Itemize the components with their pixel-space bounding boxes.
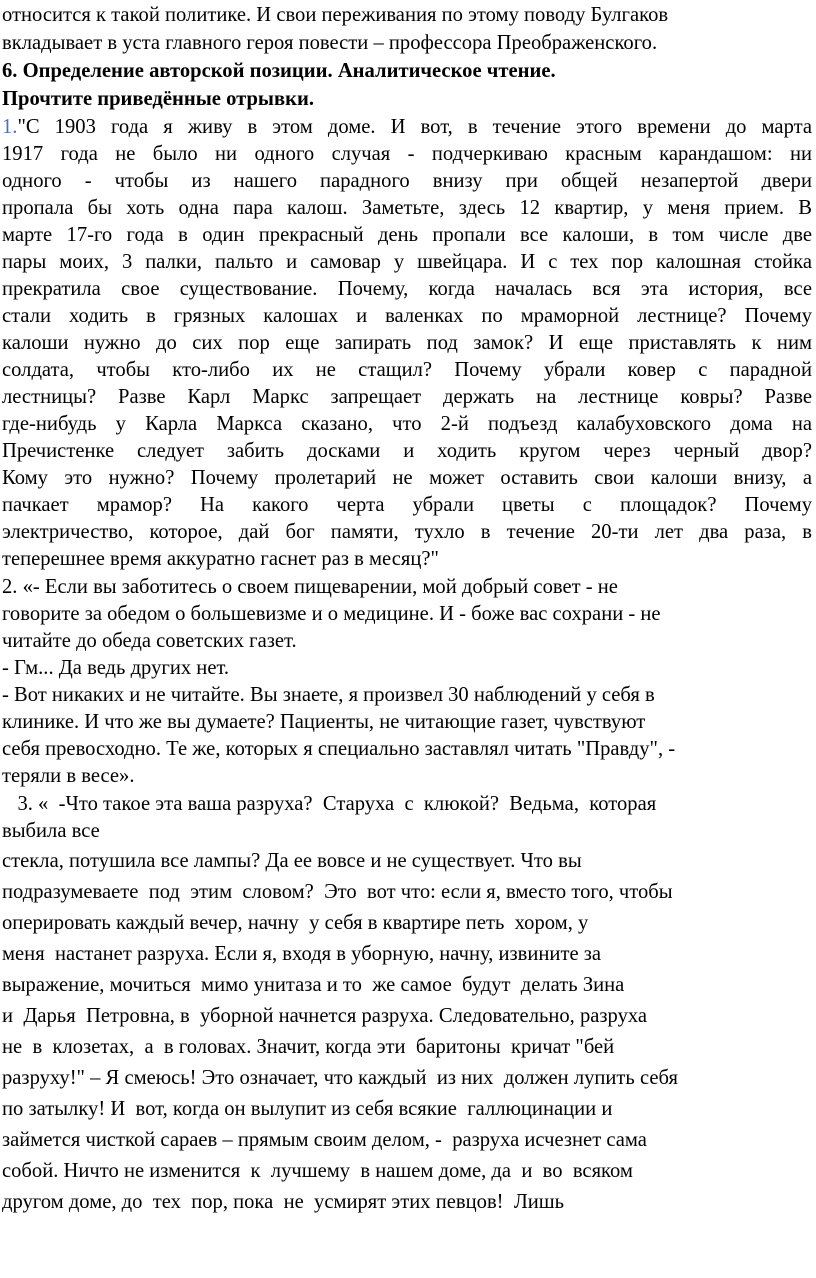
passage-2-line: говорите за обедом о большевизме и о медицине. И - боже вас сохрани - не — [2, 603, 661, 625]
passage-3-line: стекла, потушила все лампы? Да ее вовсе и не существует. Что вы — [2, 850, 582, 872]
passage-1-line: 1."С 1903 года я живу в этом доме. И вот, в течение этого времени до марта — [2, 116, 812, 138]
passage-2-line: 2. «- Если вы заботитесь о своем пищеварении, мой добрый совет - не — [2, 576, 618, 598]
passage-2-line: - Вот никаких и не читайте. Вы знаете, я произвел 30 наблюдений у себя в — [2, 684, 655, 706]
passage-3-line: выражение, мочиться мимо унитаза и то же самое будут делать Зина — [2, 974, 625, 996]
passage-3-line: другом доме, до тех пор, пока не усмирят этих певцов! Лишь — [2, 1191, 565, 1213]
passage-2-line: клинике. И что же вы думаете? Пациенты, не читающие газет, чувствуют — [2, 711, 646, 733]
passage-1-line: пропала бы хоть одна пара калош. Заметьте, здесь 12 квартир, у меня прием. В — [2, 197, 812, 219]
intro-line-2: вкладывает в уста главного героя повести – профессора Преображенского. — [2, 32, 658, 54]
passage-3-line: 3. « -Что такое эта ваша разруха? Старуха с клюкой? Ведьма, которая — [2, 793, 657, 815]
section-heading: 6. Определение авторской позиции. Аналитическое чтение. — [2, 60, 556, 82]
passage-1-line: 1917 года не было ни одного случая - подчеркиваю красным карандашом: ни — [2, 143, 812, 165]
passage-3-line: разруху!" – Я смеюсь! Это означает, что каждый из них должен лупить себя — [2, 1067, 678, 1089]
passage-2-line: теряли в весе». — [2, 765, 135, 787]
passage-3-line: меня настанет разруха. Если я, входя в уборную, начну, извините за — [2, 943, 602, 965]
passage-3-line: выбила все — [2, 820, 100, 842]
passage-2-line: себя превосходно. Те же, которых я специально заставлял читать "Правду", - — [2, 738, 676, 760]
passage-1-line: пачкает мрамор? На какого черта убрали цветы с площадок? Почему — [2, 494, 812, 516]
passage-1-line: солдата, чтобы кто-либо их не стащил? Почему убрали ковер с парадной — [2, 359, 812, 381]
passage-1-line: лестницы? Разве Карл Маркс запрещает держать на лестнице ковры? Разве — [2, 386, 812, 408]
passage-1-line: калоши нужно до сих пор еще запирать под замок? И еще приставлять к ним — [2, 332, 812, 354]
passage-1-line: теперешнее время аккуратно гаснет раз в месяц?" — [2, 548, 439, 570]
instruction-heading: Прочтите приведённые отрывки. — [2, 88, 314, 110]
passage-1-line: одного - чтобы из нашего парадного внизу при общей незапертой двери — [2, 170, 812, 192]
passage-3-line: и Дарья Петровна, в уборной начнется разруха. Следовательно, разруха — [2, 1005, 648, 1027]
passage-1-line: где-нибудь у Карла Маркса сказано, что 2-й подъезд калабуховского дома на — [2, 413, 812, 435]
passage-3-line: собой. Ничто не изменится к лучшему в нашем доме, да и во всяком — [2, 1160, 633, 1182]
passage-3-line: займется чисткой сараев – прямым своим делом, - разруха исчезнет сама — [2, 1129, 647, 1151]
passage-2-line: читайте до обеда советских газет. — [2, 630, 297, 652]
passage-3-line: по затылку! И вот, когда он вылупит из себя всякие галлюцинации и — [2, 1098, 613, 1120]
passage-1-line: электричество, которое, дай бог памяти, тухло в течение 20-ти лет два раза, в — [2, 521, 812, 543]
passage-3-line: подразумеваете под этим словом? Это вот что: если я, вместо того, чтобы — [2, 881, 673, 903]
intro-line-1: относится к такой политике. И свои переживания по этому поводу Булгаков — [2, 4, 669, 26]
passage-1-line: марте 17-го года в один прекрасный день пропали все калоши, в том числе две — [2, 224, 812, 246]
passage-1-line: пары моих, 3 палки, пальто и самовар у швейцара. И с тех пор калошная стойка — [2, 251, 812, 273]
passage-1-number: 1. — [2, 116, 18, 138]
passage-3-line: оперировать каждый вечер, начну у себя в квартире петь хором, у — [2, 912, 589, 934]
passage-1-line: прекратила свое существование. Почему, когда началась вся эта история, все — [2, 278, 812, 300]
passage-2-line: - Гм... Да ведь других нет. — [2, 657, 230, 679]
passage-3-line: не в клозетах, а в головах. Значит, когда эти баритоны кричат "бей — [2, 1036, 615, 1058]
passage-1-line: Пречистенке следует забить досками и ходить кругом через черный двор? — [2, 440, 812, 462]
passage-1-line: стали ходить в грязных калошах и валенках по мраморной лестнице? Почему — [2, 305, 812, 327]
passage-1-line: Кому это нужно? Почему пролетарий не может оставить свои калоши внизу, а — [2, 467, 812, 489]
